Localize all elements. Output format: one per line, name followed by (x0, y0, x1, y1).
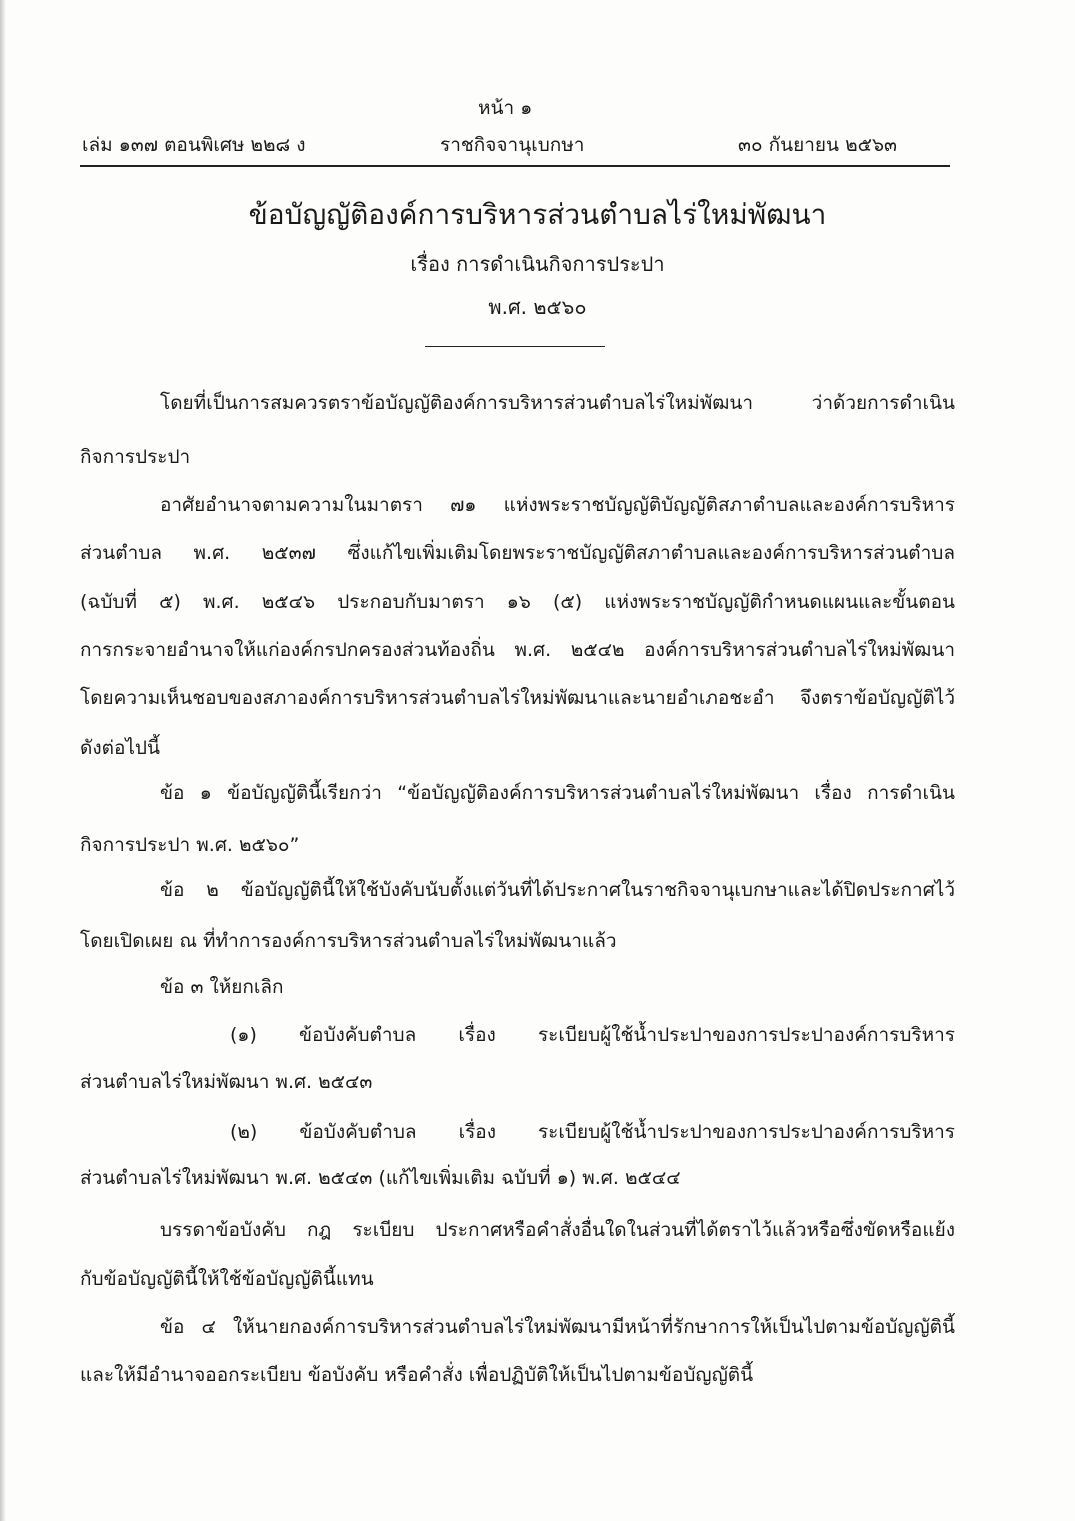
body-line: และให้มีอำนาจออกระเบียบ ข้อบังคับ หรือคำสั่ง เพื่อปฏิบัติให้เป็นไปตามข้อบัญญัตินี้ (80, 1364, 754, 1386)
document-title: ข้อบัญญัติองค์การบริหารส่วนตำบลไร่ใหม่พัฒนา (248, 198, 827, 231)
body-line: ข้อ ๔ ให้นายกองค์การบริหารส่วนตำบลไร่ใหม่พัฒนามีหน้าที่รักษาการให้เป็นไปตามข้อบัญญัตินี้ (160, 1316, 955, 1338)
body-line: ส่วนตำบล พ.ศ. ๒๕๓๗ ซึ่งแก้ไขเพิ่มเติมโดยพระราชบัญญัติสภาตำบลและองค์การบริหารส่วนตำบล (80, 542, 955, 564)
body-line: ส่วนตำบลไร่ใหม่พัฒนา พ.ศ. ๒๕๔๓ (80, 1071, 373, 1093)
document-year: พ.ศ. ๒๕๖๐ (488, 295, 587, 319)
body-line: กับข้อบัญญัตินี้ให้ใช้ข้อบัญญัตินี้แทน (80, 1268, 374, 1290)
body-line: อาศัยอำนาจตามความในมาตรา ๗๑ แห่งพระราชบัญญัติบัญญัติสภาตำบลและองค์การบริหาร (160, 494, 955, 516)
body-line: (๑) ข้อบังคับตำบล เรื่อง ระเบียบผู้ใช้น้ำประปาของการประปาองค์การบริหาร (230, 1024, 955, 1046)
body-line: ข้อ ๑ ข้อบัญญัตินี้เรียกว่า “ข้อบัญญัติองค์การบริหารส่วนตำบลไร่ใหม่พัฒนา เรื่อง การดำเนิน (160, 782, 955, 804)
body-line: ข้อ ๒ ข้อบัญญัตินี้ให้ใช้บังคับนับตั้งแต่วันที่ได้ประกาศในราชกิจจานุเบกษาและได้ปิดประกาศไว้ (160, 879, 955, 901)
body-line: กิจการประปา พ.ศ. ๒๕๖๐” (80, 834, 300, 856)
body-line: โดยเปิดเผย ณ ที่ทำการองค์การบริหารส่วนตำบลไร่ใหม่พัฒนาแล้ว (80, 930, 617, 952)
body-line: กิจการประปา (80, 446, 191, 468)
volume-info: เล่ม ๑๓๗ ตอนพิเศษ ๒๒๘ ง (82, 134, 306, 156)
page-number: หน้า ๑ (478, 97, 533, 119)
body-line: การกระจายอำนาจให้แก่องค์กรปกครองส่วนท้องถิ่น พ.ศ. ๒๕๔๒ องค์การบริหารส่วนตำบลไร่ใหม่พัฒนา (80, 639, 955, 661)
document-subject: เรื่อง การดำเนินกิจการประปา (410, 252, 665, 276)
body-line: (๒) ข้อบังคับตำบล เรื่อง ระเบียบผู้ใช้น้ำประปาของการประปาองค์การบริหาร (230, 1121, 955, 1143)
body-line: ดังต่อไปนี้ (80, 737, 160, 759)
body-line: ส่วนตำบลไร่ใหม่พัฒนา พ.ศ. ๒๕๔๓ (แก้ไขเพิ่มเติม ฉบับที่ ๑) พ.ศ. ๒๕๔๔ (80, 1167, 681, 1189)
title-divider (425, 346, 605, 347)
body-line: บรรดาข้อบังคับ กฎ ระเบียบ ประกาศหรือคำสั่งอื่นใดในส่วนที่ได้ตราไว้แล้วหรือซึ่งขัดหรือแย้ง (160, 1219, 955, 1241)
publication-date: ๓๐ กันยายน ๒๕๖๓ (738, 134, 898, 156)
publication-name: ราชกิจจานุเบกษา (440, 134, 585, 156)
body-line: (ฉบับที่ ๕) พ.ศ. ๒๕๔๖ ประกอบกับมาตรา ๑๖ (๕) แห่งพระราชบัญญัติกำหนดแผนและขั้นตอน (80, 591, 955, 613)
body-line: โดยความเห็นชอบของสภาองค์การบริหารส่วนตำบลไร่ใหม่พัฒนาและนายอำเภอชะอำ จึงตราข้อบัญญัติไว้ (80, 687, 955, 709)
body-line: ข้อ ๓ ให้ยกเลิก (160, 976, 284, 998)
header-rule (80, 165, 950, 167)
body-line: โดยที่เป็นการสมควรตราข้อบัญญัติองค์การบริหารส่วนตำบลไร่ใหม่พัฒนา ว่าด้วยการดำเนิน (160, 392, 955, 414)
